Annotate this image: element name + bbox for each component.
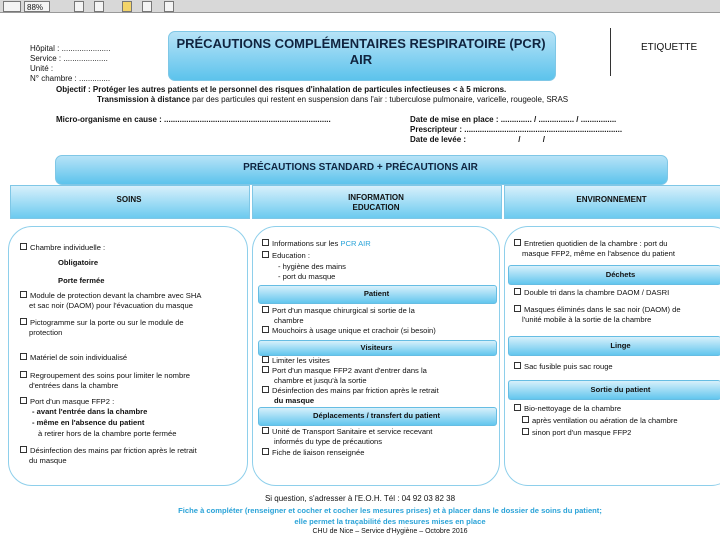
title-line-1: PRÉCAUTIONS COMPLÉMENTAIRES RESPIRATOIRE (PCR) <box>176 36 546 51</box>
checkbox[interactable] <box>20 371 27 378</box>
picto-text-1: Pictogramme sur la porte ou sur le module de <box>30 318 184 327</box>
checkbox[interactable] <box>262 386 269 393</box>
edit-icon[interactable] <box>164 1 174 12</box>
checkbox[interactable] <box>20 397 27 404</box>
checkbox[interactable] <box>514 362 521 369</box>
print-icon[interactable] <box>142 1 152 12</box>
module-item[interactable] <box>20 291 201 301</box>
info-header-line-2: EDUCATION <box>352 203 400 212</box>
obligatoire-text: Obligatoire <box>58 258 99 267</box>
entretien-text: Entretien quotidien de la chambre : port du <box>524 239 668 248</box>
picto-item[interactable] <box>20 318 184 328</box>
unite-field[interactable]: Unité : <box>30 64 54 73</box>
checkbox[interactable] <box>262 427 269 434</box>
env-header-text: ENVIRONNEMENT <box>576 195 647 204</box>
porte-text: Porte fermée <box>58 276 105 285</box>
fiche-text-1: Fiche à compléter (renseigner et cocher et cocher les mesures prises) et à placer dans le dossier de soins du patient; <box>178 506 602 515</box>
education-text: Education : <box>272 251 310 260</box>
pcr-air-text: PCR AIR <box>340 239 371 248</box>
checkbox[interactable] <box>262 239 269 246</box>
transport-text-2: informés du type de précautions <box>274 437 383 446</box>
info-header-line-1: INFORMATION <box>348 193 404 202</box>
fiche-text-2: elle permet la traçabilité des mesures mises en place <box>294 517 486 526</box>
module-text-2: et sac noir (DAOM) pour l'évacuation du masque <box>29 301 193 310</box>
limiter-text: Limiter les visites <box>272 356 330 365</box>
patient-mask-text: Port d'un masque chirurgical si sortie de la <box>272 306 415 315</box>
checkbox[interactable] <box>514 404 521 411</box>
checkbox[interactable] <box>262 306 269 313</box>
checkbox[interactable] <box>20 243 27 250</box>
hopital-field[interactable]: Hôpital : ...................... <box>30 44 111 53</box>
etiquette-label: ETIQUETTE <box>641 42 698 53</box>
date-levee-slashes: / / <box>518 135 545 144</box>
deplacements-bar-text: Déplacements / transfert du patient <box>312 411 440 420</box>
ffp2-item[interactable] <box>522 428 631 438</box>
sac-text: Sac fusible puis sac rouge <box>524 362 613 371</box>
mouchoirs-item[interactable] <box>262 326 436 336</box>
mouchoirs-text: Mouchoirs à usage unique et crachoir (si besoin) <box>272 326 436 335</box>
checkbox[interactable] <box>514 305 521 312</box>
chambre-text: Chambre individuelle : <box>30 243 106 252</box>
patient-bar-text: Patient <box>363 289 390 298</box>
transmission-text: par des particules qui restent en suspension dans l'air : tuberculose pulmonaire, varicelle, rougeole, SRAS <box>192 95 569 104</box>
title-line-2: AIR <box>349 52 373 67</box>
divider <box>610 28 611 76</box>
fiche-liaison-text: Fiche de liaison renseignée <box>272 448 365 457</box>
checkbox[interactable] <box>262 251 269 258</box>
masques-elimines-text: Masques éliminés dans le sac noir (DAOM) de <box>524 305 681 314</box>
regroup-text-2: d'entrées dans la chambre <box>29 381 119 390</box>
transport-text: Unité de Transport Sanitaire et service recevant <box>272 427 433 436</box>
checkbox[interactable] <box>20 318 27 325</box>
checkbox[interactable] <box>262 448 269 455</box>
sac-item[interactable] <box>514 362 613 372</box>
entretien-text-2: masque FFP2, même en l'absence du patient <box>522 249 675 258</box>
soins-header-text: SOINS <box>116 195 142 204</box>
module-text-1: Module de protection devant la chambre avec SHA <box>30 291 202 300</box>
date-mise-field[interactable]: Date de mise en place : .............. / ................ / ................ <box>410 115 617 124</box>
materiel-text: Matériel de soin individualisé <box>30 353 128 362</box>
objectif-line <box>56 85 506 95</box>
education-item[interactable] <box>262 251 310 261</box>
regroup-item[interactable] <box>20 371 190 381</box>
ventilation-text: après ventilation ou aération de la chambre <box>532 416 678 425</box>
visiteur-desinf-text: Désinfection des mains par friction après le retrait <box>272 386 439 395</box>
chambre-item[interactable] <box>20 243 105 253</box>
checkbox[interactable] <box>262 366 269 373</box>
chu-text: CHU de Nice – Service d'Hygiène – Octobre 2016 <box>312 528 468 535</box>
checkbox[interactable] <box>20 291 27 298</box>
checkbox[interactable] <box>262 326 269 333</box>
ffp2-text: sinon port d'un masque FFP2 <box>532 428 632 437</box>
prescripteur-field[interactable]: Prescripteur : ....................................................................... <box>410 125 623 134</box>
limiter-item[interactable] <box>262 356 330 366</box>
page-title <box>168 36 554 68</box>
visiteur-desinf-item[interactable] <box>262 386 439 396</box>
folder-icon[interactable] <box>122 1 132 12</box>
bionettoyage-item[interactable] <box>514 404 621 414</box>
entretien-item[interactable] <box>514 239 668 249</box>
port-item[interactable] <box>20 397 114 407</box>
toolbar <box>0 0 720 13</box>
info-header-text <box>252 193 500 213</box>
patient-mask-item[interactable] <box>262 306 415 316</box>
transmission-label: Transmission à distance <box>97 95 190 104</box>
double-tri-item[interactable] <box>514 288 669 298</box>
contact-text: Si question, s'adresser à l'E.O.H. Tél : 04 92 03 82 38 <box>264 494 456 503</box>
date-levee-label: Date de levée : <box>410 135 467 144</box>
page-icon[interactable] <box>74 1 84 12</box>
objectif-label: Objectif : <box>56 85 91 94</box>
double-tri-text: Double tri dans la chambre DAOM / DASRI <box>524 288 670 297</box>
sortie-bar-text: Sortie du patient <box>590 385 651 394</box>
port-masque-text: - port du masque <box>278 272 336 281</box>
desinf-item[interactable] <box>20 446 197 456</box>
service-field[interactable]: Service : .................... <box>30 54 108 63</box>
checkbox[interactable] <box>522 428 529 435</box>
infos-text: Informations sur les <box>272 239 339 248</box>
linge-bar-text: Linge <box>610 341 631 350</box>
meme-text-2: à retirer hors de la chambre porte fermée <box>38 429 177 438</box>
zoom-value: 88% <box>27 3 44 12</box>
zoom-box[interactable] <box>24 1 50 12</box>
patient-chambre-text: chambre <box>274 316 304 325</box>
date-levee-field[interactable] <box>410 135 545 145</box>
visiteur-mask-text: Port d'un masque FFP2 avant d'entrer dans la <box>272 366 427 375</box>
picto-text-2: protection <box>29 328 63 337</box>
checkbox[interactable] <box>522 416 529 423</box>
transport-item[interactable] <box>262 427 432 437</box>
infos-item[interactable] <box>262 239 371 249</box>
visiteur-chambre-text: chambre et jusqu'à la sortie <box>274 376 367 385</box>
visiteur-mask-item[interactable] <box>262 366 427 376</box>
standard-banner-text: PRÉCAUTIONS STANDARD + PRÉCAUTIONS AIR <box>243 162 478 173</box>
dechets-bar-text: Déchets <box>605 270 636 279</box>
save-icon[interactable] <box>94 1 104 12</box>
hygiene-text: - hygiène des mains <box>278 262 346 271</box>
visiteur-masque-text: du masque <box>274 396 315 405</box>
meme-text-1: - même en l'absence du patient <box>32 418 145 427</box>
avant-text: - avant l'entrée dans la chambre <box>32 407 148 416</box>
ventilation-item[interactable] <box>522 416 678 426</box>
checkbox[interactable] <box>514 288 521 295</box>
materiel-item[interactable] <box>20 353 127 363</box>
transmission-line <box>97 95 568 105</box>
checkbox[interactable] <box>514 239 521 246</box>
checkbox[interactable] <box>20 446 27 453</box>
masques-elimines-item[interactable] <box>514 305 681 315</box>
bionettoyage-text: Bio-nettoyage de la chambre <box>524 404 622 413</box>
fiche-liaison-item[interactable] <box>262 448 364 458</box>
menu-icon[interactable] <box>3 1 21 12</box>
checkbox[interactable] <box>262 356 269 363</box>
desinf-text-2: du masque <box>29 456 67 465</box>
checkbox[interactable] <box>20 353 27 360</box>
port-text: Port d'un masque FFP2 : <box>30 397 115 406</box>
visiteurs-bar-text: Visiteurs <box>360 343 393 352</box>
chambre-field[interactable]: N° chambre : .............. <box>30 74 111 83</box>
regroup-text-1: Regroupement des soins pour limiter le nombre <box>30 371 190 380</box>
objectif-text: Protéger les autres patients et le personnel des risques d'inhalation de particules infectieuses < à 5 microns. <box>92 85 507 94</box>
desinf-text-1: Désinfection des mains par friction après le retrait <box>30 446 197 455</box>
masques-elimines-text-2: l'unité mobile à la sortie de la chambre <box>522 315 652 324</box>
micro-organisme-field[interactable]: Micro-organisme en cause : ........................................................................... <box>56 115 331 124</box>
